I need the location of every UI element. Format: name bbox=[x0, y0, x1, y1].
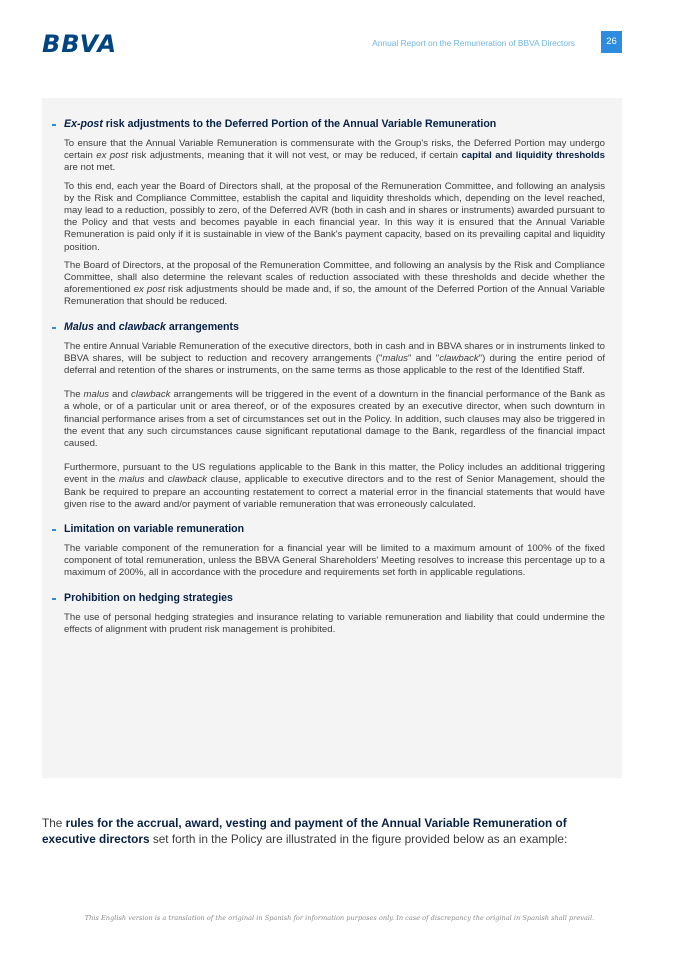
section-ex-post bbox=[64, 118, 605, 309]
section-malus-clawback bbox=[64, 321, 605, 511]
bullet-icon bbox=[52, 598, 56, 600]
paragraph: The entire Annual Variable Remuneration of the executive directors, both in cash and in BBVA shares or in instruments linked to BBVA shares, will be subject to reduction and recovery arrangements ("malus" and "clawback") during the entire period of deferral and retention of the shares or instruments, on the same terms as those applicable to the rest of the Identified Staff. bbox=[64, 340, 605, 377]
bbva-logo bbox=[42, 31, 117, 57]
section-title: Ex-post risk adjustments to the Deferred Portion of the Annual Variable Remuneration bbox=[64, 118, 605, 131]
paragraph: To ensure that the Annual Variable Remuneration is commensurate with the Group's risks, the Deferred Portion may undergo certain ex post risk adjustments, meaning that it will not vest, or may be reduced, if certain capital and liquidity thresholds are not met. bbox=[64, 138, 606, 174]
intro-paragraph: The rules for the accrual, award, vesting and payment of the Annual Variable Remuneration of executive directors set forth in the Policy are illustrated in the figure provided below as an example: bbox=[42, 816, 568, 846]
section-limitation bbox=[64, 523, 605, 580]
paragraph: The Board of Directors, at the proposal of the Remuneration Committee, and following an analysis by the Risk and Compliance Committee, shall also determine the relevant scales of reduction associated with these thresholds and decide whether the aforementioned ex post risk adjustments should be made and, if so, the amount of the Deferred Portion of the Annual Variable Remuneration that should be reduced. bbox=[64, 259, 605, 308]
page-number: 26 bbox=[601, 31, 622, 53]
header-title: Annual Report on the Remuneration of BBVA Directors bbox=[372, 38, 575, 48]
paragraph: The use of personal hedging strategies and insurance relating to variable remuneration and liability that could undermine the effects of alignment with prudent risk management is prohibited. bbox=[64, 611, 605, 635]
paragraph: To this end, each year the Board of Directors shall, at the proposal of the Remuneration Committee, and following an analysis by the Risk and Compliance Committee, establish the capital and liquidity thresholds which, depending on the level reached, may lead to a reduction, possibly to zero, of the Deferred AVR (both in cash and in shares or instruments) awarded pursuant to the Policy and that vests and becomes payable in each financial year. In this way it is ensured that the Annual Variable Remuneration is paid only if it is sustainable in view of the Bank's payment capacity, based on its prevailing capital and liquidity position. bbox=[64, 180, 605, 253]
paragraph: The malus and clawback arrangements will be triggered in the event of a downturn in the financial performance of the Bank as a whole, or of a particular unit or area thereof, or of the exposures created by an executive director, when such downturn in financial performance arises from a set of circumstances set out in the Policy. In addition, such clauses may also be triggered in the event that any such circumstances cause significant reputational damage to the Bank, regardless of the financial impact caused. bbox=[64, 389, 605, 450]
section-hedging bbox=[64, 592, 605, 636]
bullet-icon bbox=[52, 124, 56, 126]
bullet-icon bbox=[52, 529, 56, 531]
bullet-icon bbox=[52, 327, 56, 329]
section-title: Prohibition on hedging strategies bbox=[64, 592, 605, 605]
section-title: Limitation on variable remuneration bbox=[64, 523, 605, 536]
section-title: Malus and clawback arrangements bbox=[64, 321, 605, 334]
footer-disclaimer: This English version is a translation of the original in Spanish for information purposes only. In case of discrepancy the original in Spanish shall prevail. bbox=[84, 914, 595, 922]
paragraph: Furthermore, pursuant to the US regulations applicable to the Bank in this matter, the Policy includes an additional triggering event in the malus and clawback clause, applicable to executive directors and to the rest of Senior Management, should the Bank be required to prepare an accounting restatement to correct a material error in the financial statements that would have given rise to the award and/or payment of variable remuneration that was erroneously calculated. bbox=[64, 462, 606, 510]
logo-text: BBVA bbox=[42, 30, 118, 58]
paragraph: The variable component of the remuneration for a financial year will be limited to a maximum amount of 100% of the fixed component of total remuneration, unless the BBVA General Shareholders' Meeting resolves to increase this percentage up to a maximum of 200%, all in accordance with the procedure and requirements set forth in applicable regulations. bbox=[64, 543, 605, 579]
policy-details-box bbox=[42, 98, 622, 778]
